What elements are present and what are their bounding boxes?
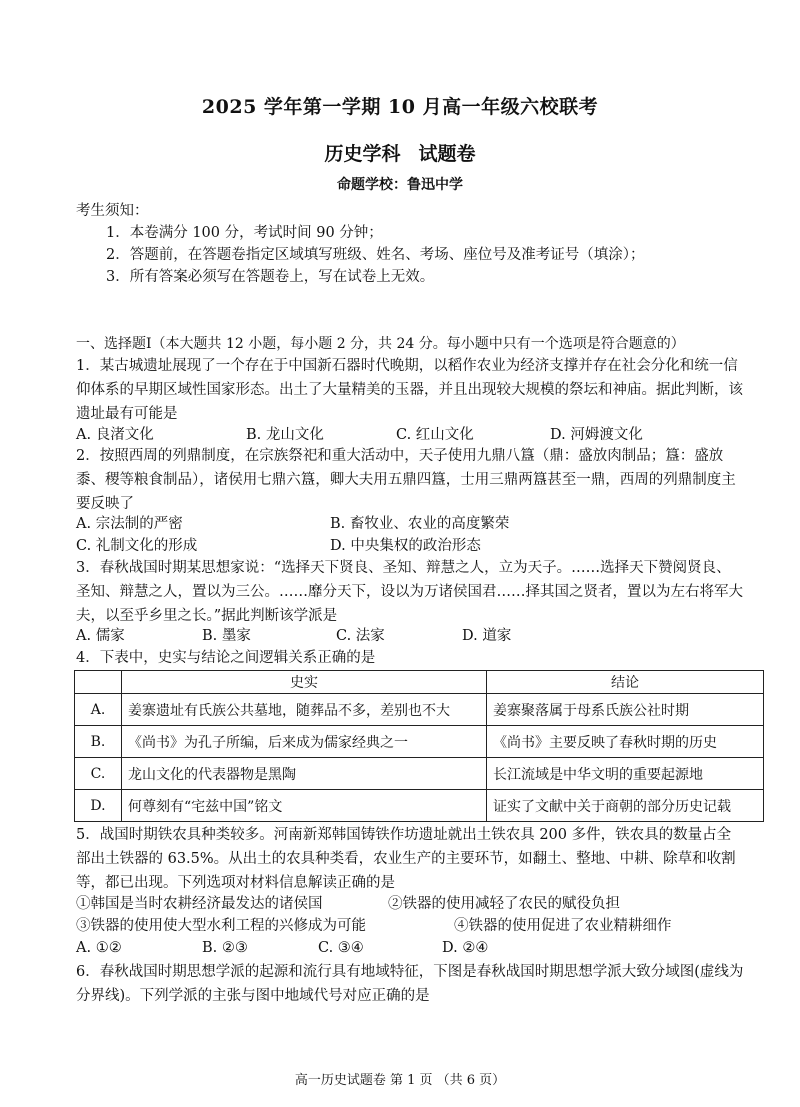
exam-subtitle	[0, 139, 800, 166]
table-row	[75, 758, 764, 790]
table-header-fact: 史实	[122, 671, 487, 694]
exam-title: 2025 学年第一学期 10 月高一年级六校联考	[201, 96, 599, 118]
q2-option-b: B. 畜牧业、农业的高度繁荣	[330, 516, 510, 532]
q5-statement-2: ②铁器的使用减轻了农民的赋役负担	[388, 896, 620, 912]
table-row	[75, 694, 764, 726]
question-2-options-row2	[76, 536, 481, 556]
question-4-stem: 4．下表中，史实与结论之间逻辑关系正确的是	[76, 650, 376, 666]
notice-heading: 考生须知：	[76, 203, 149, 219]
question-3-stem: 3．春秋战国时期某思想家说：“选择天下贤良、圣知、辩慧之人，立为天子。……选择天下赞阅贤良、圣知、辩慧之人，置以为三公。……靡分天下，设以为万诸侯国君……择其国之贤者，置以为左右将军大夫，以至乎乡里之长。”据此判断该学派是	[76, 560, 743, 624]
q3-option-a: A. 儒家	[76, 628, 125, 644]
q2-option-a: A. 宗法制的严密	[76, 516, 183, 532]
q5-statement-4: ④铁器的使用促进了农业精耕细作	[454, 918, 672, 934]
question-1-stem: 1．某古城遗址展现了一个存在于中国新石器时代晚期，以稻作农业为经济支撑并存在社会分化和统一信仰体系的早期区域性国家形态。出土了大量精美的玉器，并且出现较大规模的祭坛和神庙。据此判断，该遗址最有可能是	[76, 358, 743, 422]
notice-item-1: 1．本卷满分 100 分，考试时间 90 分钟；	[106, 225, 383, 241]
page-footer: 高一历史试题卷 第 1 页 （共 6 页）	[294, 1073, 506, 1088]
q2-option-c: C. 礼制文化的形成	[76, 538, 198, 554]
row-fact: 龙山文化的代表器物是黑陶	[122, 758, 487, 790]
q5-option-c: C. ③④	[318, 940, 364, 956]
section-heading: 一、选择题Ⅰ（本大题共 12 小题，每小题 2 分，共 24 分。每小题中只有一个选项是符合题意的）	[76, 336, 685, 352]
question-5-statements-row2	[76, 916, 672, 936]
row-conclusion: 姜寨聚落属于母系氏族公社时期	[487, 694, 764, 726]
q1-option-d: D. 河姆渡文化	[550, 427, 643, 443]
row-key: D.	[75, 790, 122, 822]
table-row	[75, 790, 764, 822]
q1-option-b: B. 龙山文化	[246, 427, 324, 443]
q5-option-d: D. ②④	[442, 940, 489, 956]
question-6-stem: 6．春秋战国时期思想学派的起源和流行具有地域特征，下图是春秋战国时期思想学派大致分域图(虚线为分界线)。下列学派的主张与图中地域代号对应正确的是	[76, 964, 744, 1004]
q3-option-d: D. 道家	[462, 628, 512, 644]
q5-option-b: B. ②③	[202, 940, 248, 956]
q1-option-c: C. 红山文化	[396, 427, 474, 443]
question-5-options	[76, 938, 488, 958]
question-5-stem: 5．战国时期铁农具种类较多。河南新郑韩国铸铁作坊遗址就出土铁农具 200 多件，铁农具的数量占全部出土铁器的 63.5%。从出土的农具种类看，农业生产的主要环节，如翻土、整地、中耕、除草和收割等，都已出现。下列选项对材料信息解读正确的是	[76, 827, 736, 891]
question-5-statements-row1	[76, 894, 620, 914]
row-key: A.	[75, 694, 122, 726]
table-header-row	[75, 671, 764, 694]
row-fact: 何尊刻有“宅兹中国”铭文	[122, 790, 487, 822]
subject-label: 历史学科	[324, 143, 401, 165]
table-row	[75, 726, 764, 758]
q3-option-c: C. 法家	[336, 628, 385, 644]
row-conclusion: 证实了文献中关于商朝的部分历史记载	[487, 790, 764, 822]
row-key: C.	[75, 758, 122, 790]
school-line: 命题学校：鲁迅中学	[337, 177, 463, 193]
notice-item-3: 3．所有答案必须写在答题卷上，写在试卷上无效。	[106, 269, 435, 285]
row-conclusion: 《尚书》主要反映了春秋时期的历史	[487, 726, 764, 758]
q2-option-d: D. 中央集权的政治形态	[330, 538, 481, 554]
table-header-conclusion: 结论	[487, 671, 764, 694]
question-4-table	[74, 670, 764, 822]
q5-option-a: A. ①②	[76, 940, 122, 956]
row-conclusion: 长江流域是中华文明的重要起源地	[487, 758, 764, 790]
row-key: B.	[75, 726, 122, 758]
notice-item-2: 2．答题前，在答题卷指定区域填写班级、姓名、考场、座位号及准考证号（填涂）；	[106, 247, 645, 263]
row-fact: 《尚书》为孔子所编，后来成为儒家经典之一	[122, 726, 487, 758]
question-1-options	[76, 425, 643, 445]
question-3-options	[76, 626, 511, 646]
q1-option-a: A. 良渚文化	[76, 427, 154, 443]
paper-label: 试题卷	[418, 143, 476, 165]
question-2-options-row1	[76, 514, 509, 534]
table-header-key	[75, 671, 122, 694]
q3-option-b: B. 墨家	[202, 628, 251, 644]
row-fact: 姜寨遗址有氏族公共墓地，随葬品不多，差别也不大	[122, 694, 487, 726]
question-2-stem: 2．按照西周的列鼎制度，在宗族祭祀和重大活动中，天子使用九鼎八簋（鼎：盛放肉制品；簋：盛放黍、稷等粮食制品），诸侯用七鼎六簋，卿大夫用五鼎四簋，士用三鼎两簋甚至一鼎，西周的列鼎制度主要反映了	[76, 448, 736, 512]
q5-statement-1: ①韩国是当时农耕经济最发达的诸侯国	[76, 896, 323, 912]
q5-statement-3: ③铁器的使用使大型水利工程的兴修成为可能	[76, 918, 366, 934]
